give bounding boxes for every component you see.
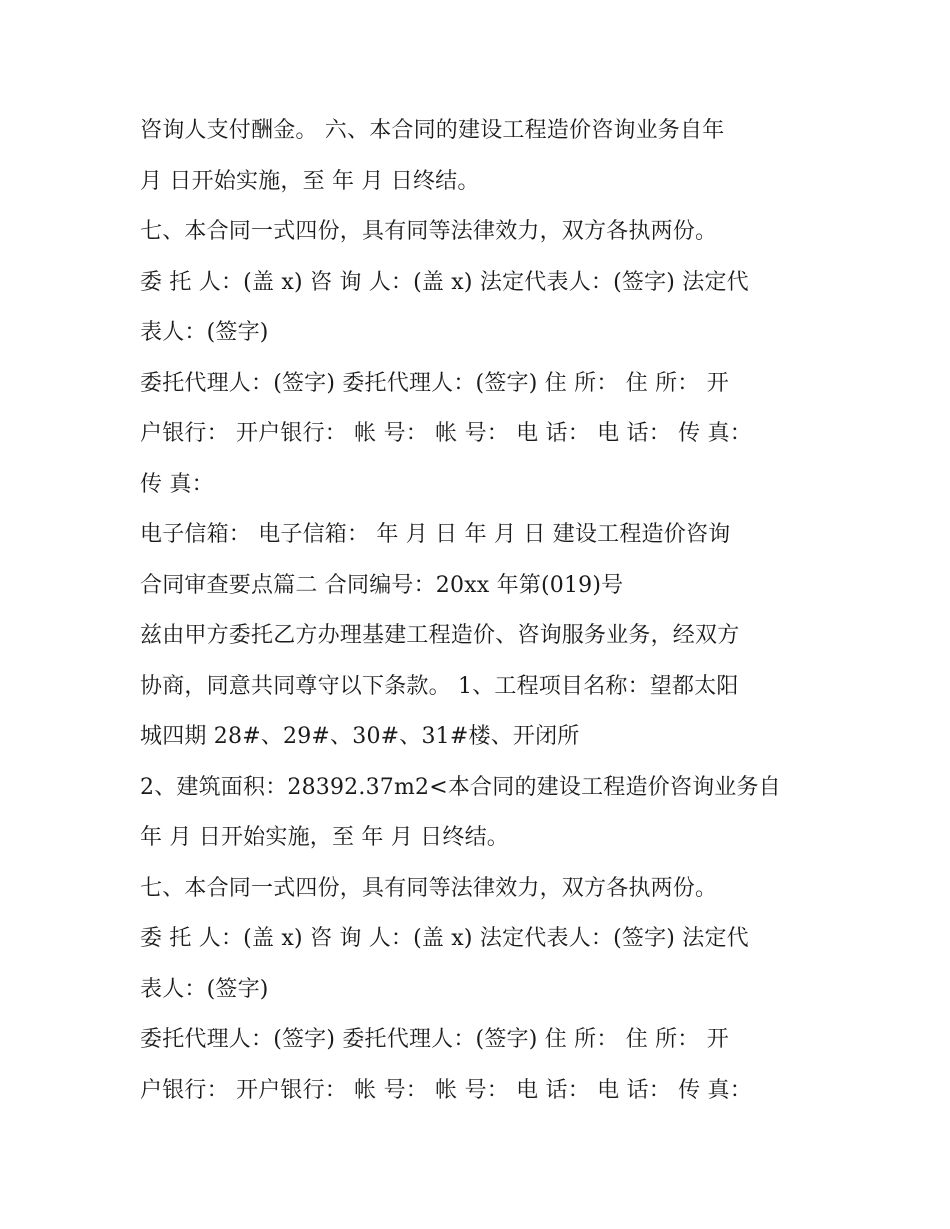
text-line: 委托代理人：(签字) 委托代理人：(签字) 住 所： 住 所： 开	[140, 370, 729, 396]
document-body	[140, 106, 820, 1116]
text-line: 七、本合同一式四份，具有同等法律效力，双方各执两份。	[140, 875, 718, 901]
text-line: 协商，同意共同尊守以下条款。 1、工程项目名称：望都太阳	[140, 673, 739, 699]
text-line: 兹由甲方委托乙方办理基建工程造价、咨询服务业务，经双方	[140, 623, 740, 648]
text-line: 城四期 28#、29#、30#、31#楼、开闭所	[140, 724, 580, 749]
text-line: 委 托 人：(盖 x) 咨 询 人：(盖 x) 法定代表人：(签字) 法定代	[140, 926, 749, 951]
text-line: 传 真：	[140, 471, 214, 497]
text-line: 年 月 日开始实施，至 年 月 日终结。	[140, 825, 509, 850]
text-line: 表人：(签字)	[140, 320, 269, 345]
text-line: 七、本合同一式四份，具有同等法律效力，双方各执两份。	[140, 219, 718, 244]
text-line: 表人：(签字)	[140, 976, 269, 1002]
text-line: 户银行： 开户银行： 帐 号： 帐 号： 电 话： 电 话： 传 真：	[140, 421, 752, 446]
text-line: 月 日开始实施，至 年 月 日终结。	[140, 168, 480, 194]
text-line: 咨询人支付酬金。 六、本合同的建设工程造价咨询业务自年	[140, 118, 725, 143]
text-line: 合同审查要点篇二 合同编号：20xx 年第(019)号	[140, 572, 624, 598]
text-line: 2、建筑面积：28392.37m2<本合同的建设工程造价咨询业务自	[140, 774, 781, 800]
text-line: 电子信箱： 电子信箱： 年 月 日 年 月 日 建设工程造价咨询	[140, 522, 731, 547]
text-line: 委托代理人：(签字) 委托代理人：(签字) 住 所： 住 所： 开	[140, 1027, 729, 1052]
text-line: 户银行： 开户银行： 帐 号： 帐 号： 电 话： 电 话： 传 真：	[140, 1077, 752, 1103]
text-line: 委 托 人：(盖 x) 咨 询 人：(盖 x) 法定代表人：(签字) 法定代	[140, 269, 749, 295]
